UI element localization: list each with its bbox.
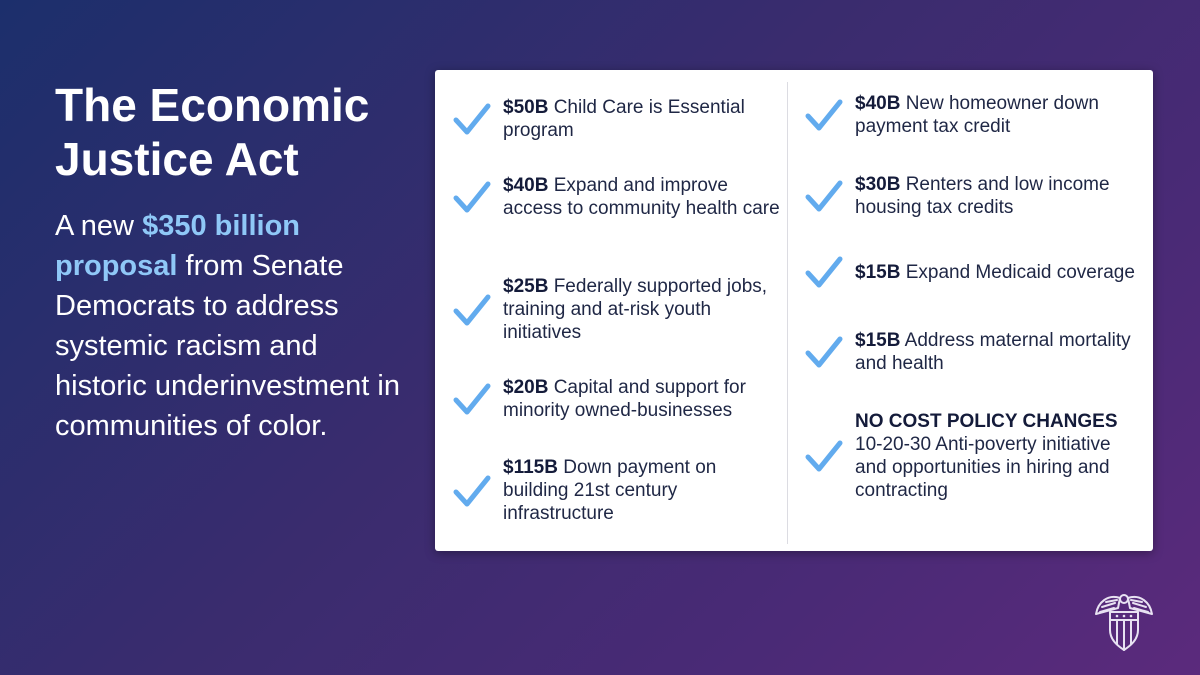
item-description: Address maternal mortality and health [855,330,1131,374]
item-text [503,456,783,525]
check-icon [453,381,491,417]
item-text [503,96,783,142]
check-icon [805,334,843,370]
title-line-1: The Economic [55,79,370,131]
item-text [503,275,783,344]
senate-democrats-seal-icon [1090,588,1158,656]
item-text [503,174,783,220]
item-amount: $15B [855,261,901,283]
item-text [855,173,1145,219]
item-description: 10-20-30 Anti-poverty initiative and opportunities in hiring and contracting [855,434,1111,501]
check-icon [805,178,843,214]
check-icon [453,473,491,509]
list-item [453,275,783,344]
item-amount: $40B [503,175,549,196]
list-item [453,456,783,525]
item-amount: $30B [855,174,901,195]
intro-text [55,206,415,446]
item-text [855,410,1145,502]
intro-suffix: from Senate Democrats to address systemic racism and historic underinvestment in communities of color. [55,250,400,442]
item-description: Child Care is Essential program [503,97,745,141]
list-item [453,174,783,220]
check-icon [453,292,491,328]
list-item [805,410,1145,502]
check-icon [805,438,843,474]
list-item [805,173,1145,219]
intro-prefix: A new [55,210,143,242]
item-description: Expand and improve access to community health care [503,175,780,219]
column-divider [787,82,788,544]
check-icon [453,101,491,137]
check-icon [805,254,843,290]
item-amount: $50B [503,97,549,118]
item-text [855,92,1145,138]
item-amount: $115B [503,457,558,478]
list-item [453,376,783,422]
page-title [55,78,415,186]
item-text [503,376,783,422]
item-description: Federally supported jobs, training and at-risk youth initiatives [503,276,768,343]
item-amount: $15B [855,330,901,351]
item-amount: NO COST POLICY CHANGES [855,411,1118,432]
intro-highlight: $350 billion proposal [55,210,301,282]
check-icon [805,97,843,133]
title-line-2: Justice Act [55,133,299,185]
list-item [805,254,1135,290]
funding-card [435,70,1153,551]
item-description: New homeowner down payment tax credit [855,93,1099,137]
item-description: Renters and low income housing tax credits [855,174,1110,218]
item-description: Capital and support for minority owned-businesses [503,377,746,421]
item-amount: $40B [855,93,901,114]
list-item [453,96,783,142]
item-text [855,329,1145,375]
intro-panel [55,78,415,446]
item-amount: $25B [503,276,549,297]
list-item [805,329,1145,375]
item-amount: $20B [503,377,549,398]
check-icon [453,179,491,215]
list-item [805,92,1145,138]
item-text [855,261,1135,284]
item-description: Down payment on building 21st century infrastructure [503,457,717,524]
item-description: Expand Medicaid coverage [900,261,1135,283]
